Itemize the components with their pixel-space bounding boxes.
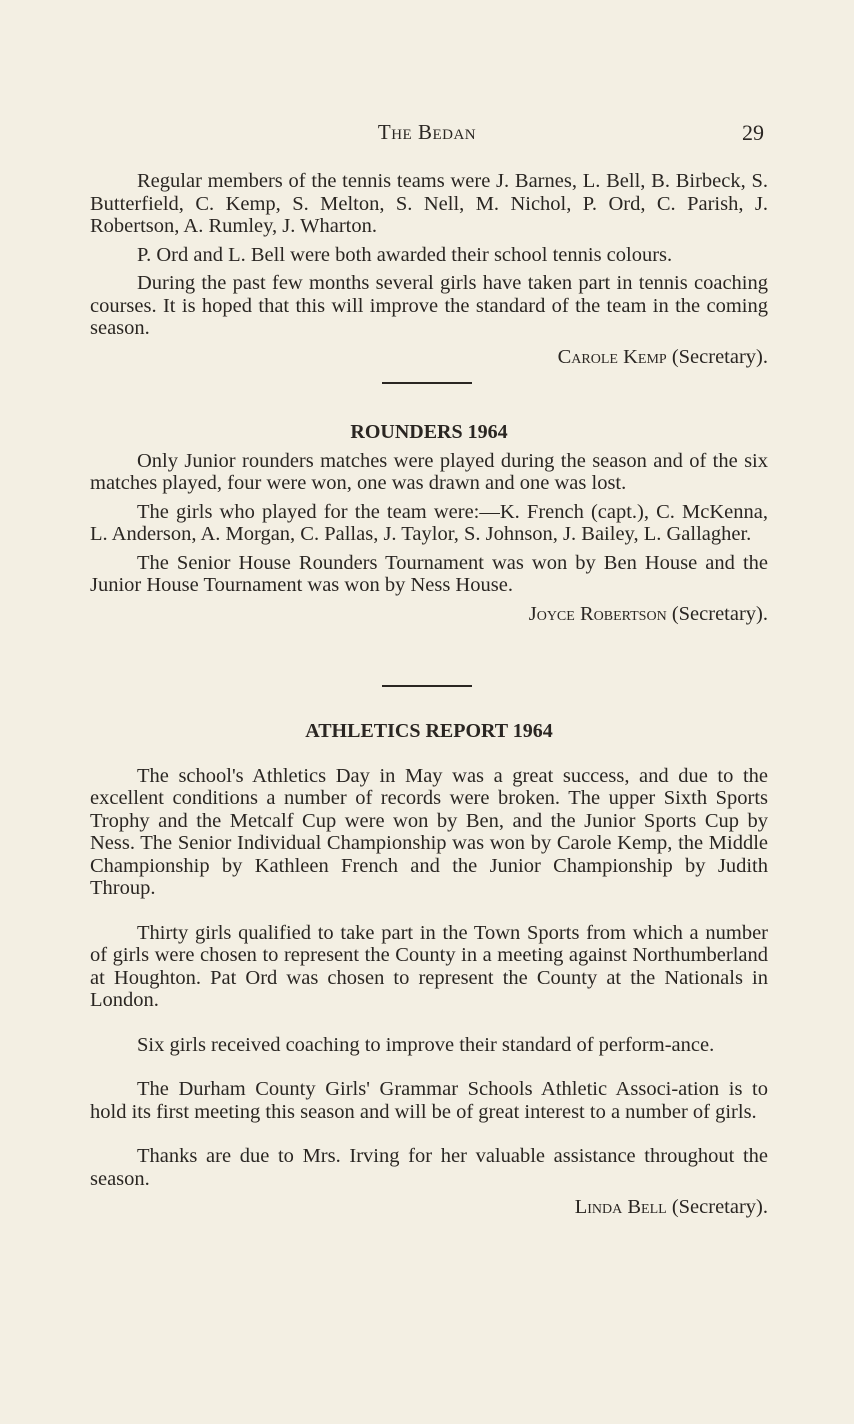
rounders-signature [90,603,768,626]
athletics-paragraph-2: Thirty girls qualified to take part in the Town Sports from which a number of girls were chosen to represent the County in a meeting against Northumberland at Houghton. Pat Ord was chosen to represent the County at the Nationals in London. [90,921,768,1011]
running-title: The Bedan [377,120,477,144]
rounders-paragraph-1: Only Junior rounders matches were played during the season and of the six matches played, four were won, one was drawn and one was lost. [90,449,768,494]
athletics-section [90,720,768,1219]
athletics-signature [90,1196,768,1219]
tennis-signature-role: (Secretary). [671,345,768,368]
athletics-paragraph-4: The Durham County Girls' Grammar Schools Athletic Associ-ation is to hold its first meeting this season and will be of great interest to a number of girls. [90,1078,768,1123]
tennis-section [90,170,768,368]
rounders-heading: ROUNDERS 1964 [350,421,508,443]
section-divider [382,685,472,687]
tennis-signature [90,346,768,369]
athletics-paragraph-1: The school's Athletics Day in May was a great success, and due to the excellent conditions a number of records were broken. The upper Sixth Sports Trophy and the Metcalf Cup were won by Ben, and the Junior Sports Cup by Ness. The Senior Individual Championship was won by Carole Kemp, the Middle Championship by Kathleen French and the Junior Championship by Judith Throup. [90,764,768,899]
page-number: 29 [742,120,764,145]
athletics-signature-role: (Secretary). [671,1196,768,1218]
rounders-signature-role: (Secretary). [671,602,768,625]
athletics-paragraph-3: Six girls received coaching to improve their standard of perform-ance. [137,1033,715,1056]
section-divider [382,382,472,384]
rounders-signature-name: Joyce Robertson [528,602,667,625]
rounders-section [90,421,768,625]
running-header [0,120,854,150]
tennis-paragraph-2: P. Ord and L. Bell were both awarded their school tennis colours. [137,243,673,266]
tennis-paragraph-3: During the past few months several girls have taken part in tennis coaching courses. It is hoped that this will improve the standard of the team in the coming season. [90,272,768,339]
tennis-signature-name: Carole Kemp [557,345,667,368]
athletics-heading: ATHLETICS REPORT 1964 [305,720,553,742]
rounders-paragraph-3: The Senior House Rounders Tournament was won by Ben House and the Junior House Tournament was won by Ness House. [90,551,768,596]
rounders-paragraph-2: The girls who played for the team were:—K. French (capt.), C. McKenna, L. Anderson, A. Morgan, C. Pallas, J. Taylor, S. Johnson, J. Bailey, L. Gallagher. [90,500,768,545]
athletics-paragraph-5: Thanks are due to Mrs. Irving for her valuable assistance throughout the season. [90,1145,768,1190]
athletics-signature-name: Linda Bell [574,1196,667,1218]
tennis-paragraph-1: Regular members of the tennis teams were J. Barnes, L. Bell, B. Birbeck, S. Butterfield, C. Kemp, S. Melton, S. Nell, M. Nichol, P. Ord, C. Parish, J. Robertson, A. Rumley, J. Wharton. [90,170,768,237]
